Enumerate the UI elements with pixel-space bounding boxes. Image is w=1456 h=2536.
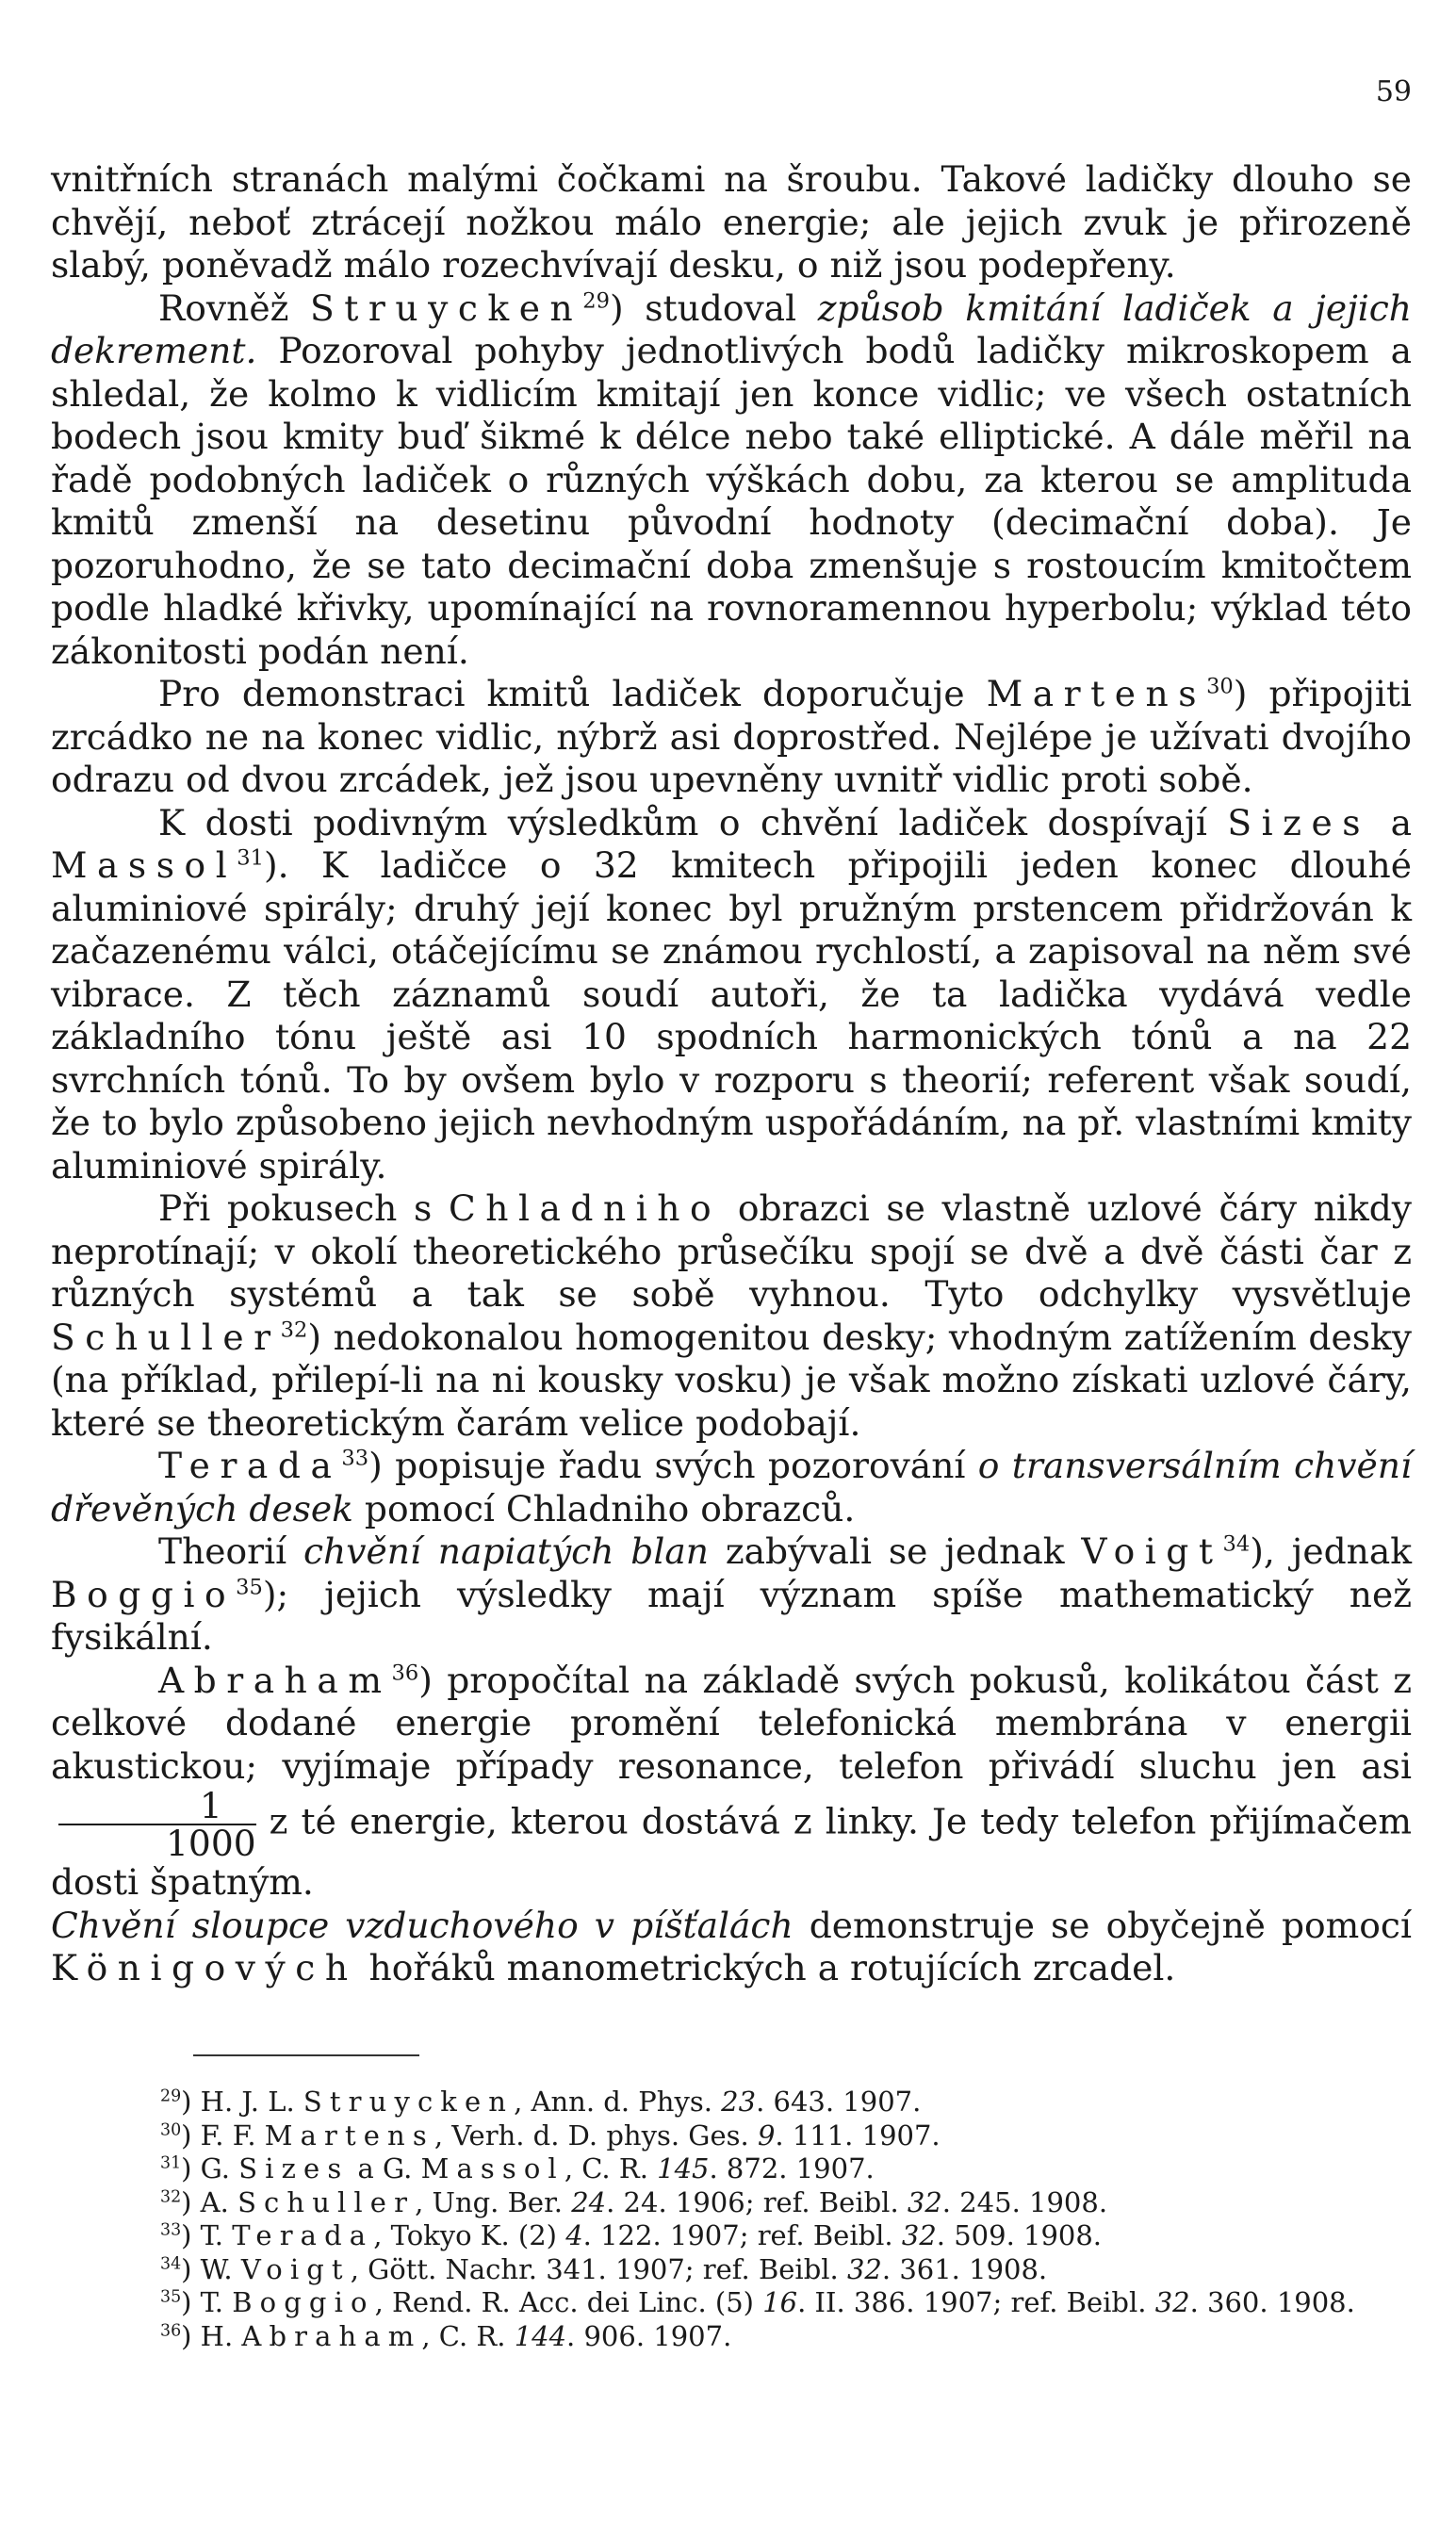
text: ). K ladičce o 32 kmitech připojili jeden konec dlouhé aluminiové spirály; druhý její konec byl pružným prstencem přidržován k začazenému válci, otáčejícímu se známou rychlostí, a zapisoval na něm své vibrace. Z těch záznamů soudí autoři, že ta ladička vydává vedle základního tónu ještě asi 10 spodních harmonických tónů a na 22 svrchních tónů. To by ovšem bylo v rozporu s theorií; referent však soudí, že to bylo způsobeno jejich nevhodným uspořádáním, na př. vlastními kmity aluminiové spirály.	[51, 844, 1412, 1186]
volume: 145	[657, 2152, 710, 2184]
text: ) W.	[181, 2252, 241, 2285]
page-number: 59	[1375, 75, 1412, 108]
text: . 872. 1907.	[709, 2152, 875, 2184]
text: ) popisuje řadu svých pozorování	[368, 1445, 978, 1486]
text: , Ann. d. Phys.	[514, 2086, 722, 2118]
author-name: Schuller	[51, 1316, 281, 1358]
text: ) T.	[181, 2286, 233, 2318]
text: , Tokyo K. (2)	[373, 2219, 566, 2251]
paragraph-2	[51, 287, 1412, 674]
footnote-ref: 31	[237, 845, 264, 871]
text: pomocí Chladniho obrazců.	[352, 1487, 856, 1530]
footnote-ref: 32	[280, 1317, 308, 1342]
text: , Gött. Nachr. 341. 1907; ref. Beibl.	[350, 2252, 847, 2285]
text: Theorií	[158, 1530, 303, 1572]
text: ) připojiti zrcádko ne na konec vidlic, nýbrž asi doprostřed. Nejlépe je užívati dvojího odrazu od dvou zrcádek, jež jsou upevněny uvnitř vidlic proti sobě.	[51, 673, 1412, 800]
author-name: Terada	[232, 2219, 374, 2251]
author-name: Martens	[986, 673, 1207, 714]
text: ) H.	[181, 2319, 242, 2352]
author-name: Massol	[420, 2152, 564, 2184]
author-name: Massol	[51, 844, 237, 886]
footnote-number: 30	[160, 2119, 182, 2139]
text: . 245. 1908.	[941, 2185, 1108, 2218]
author-name: Voigt	[240, 2252, 351, 2285]
fraction	[58, 1785, 256, 1864]
text: Rovněž	[158, 286, 310, 329]
footnote-number: 31	[160, 2153, 182, 2173]
footnote-ref: 29	[582, 287, 610, 313]
text: ), jednak	[1250, 1530, 1412, 1572]
footnotes	[160, 2086, 1404, 2353]
text: z té energie, kterou dostává z linky. Je tedy telefon přijímačem dosti špatným.	[51, 1800, 1412, 1903]
author-name: Struycken	[303, 2086, 515, 2118]
text: ) F. F.	[181, 2119, 265, 2152]
text: ) nedokonalou homogenitou desky; vhodným zatížením desky (na příklad, přilepí-li na ni kousky vosku) je však možno získati uzlové čáry, které se theoretickým čarám velice podobají.	[51, 1316, 1412, 1444]
author-name: Sizes	[1227, 801, 1371, 843]
paragraph-4	[51, 802, 1412, 1188]
footnote-36	[160, 2320, 1404, 2354]
volume: 32	[907, 2185, 942, 2218]
author-name: Sizes	[238, 2152, 350, 2184]
footnote-ref: 35	[236, 1574, 263, 1599]
paragraph-9	[51, 1905, 1412, 1990]
volume: 32	[901, 2219, 937, 2251]
author-name: Boggio	[51, 1573, 237, 1615]
author-name: Abraham	[158, 1659, 392, 1701]
footnote-number: 29	[160, 2086, 182, 2106]
body-text	[51, 158, 1412, 1990]
volume: 24	[571, 2185, 607, 2218]
text: . II. 386. 1907; ref. Beibl.	[797, 2286, 1155, 2318]
italic-phrase: způsob kmitání ladiček a jejich dekrement.	[51, 286, 1412, 371]
volume: 144	[514, 2319, 567, 2352]
text: Pozoroval pohyby jednotlivých bodů ladičky mikroskopem a shledal, že kolmo k vidlicím kmitají jen konce vidlic; ve všech ostatních bodech jsou kmity buď šikmé k délce nebo také elliptické. A dále měřil na řadě podobných ladiček o různých výškách dobu, za kterou se amplituda kmitů zmenší na desetinu původní hodnoty (decimační doba). Je pozoruhodno, že se tato decimační doba zmenšuje s rostoucím kmitočtem podle hladké křivky, upomínající na rovnoramennou hyperbolu; výklad této zákonitosti podán není.	[51, 330, 1412, 672]
text: , Rend. R. Acc. dei Linc. (5)	[374, 2286, 763, 2318]
fraction-numerator: 1	[58, 1788, 256, 1825]
text: hořáků manometrických a rotujících zrcadel.	[357, 1947, 1176, 1988]
footnote-number: 35	[160, 2287, 182, 2307]
text: ) A.	[181, 2185, 238, 2218]
volume: 23	[721, 2086, 757, 2118]
text: . 111. 1907.	[775, 2119, 941, 2152]
text: , C. R.	[564, 2152, 658, 2184]
volume: 9	[757, 2119, 776, 2152]
author-name: Struycken	[309, 286, 583, 329]
text: . 906. 1907.	[566, 2319, 732, 2352]
text: ) propočítal na základě svých pokusů, kolikátou část z celkové dodané energie promění telefonická membrána v energii akustickou; vyjímaje případy resonance, telefon přivádí sluchu jen asi	[51, 1659, 1412, 1787]
text: . 361. 1908.	[881, 2252, 1048, 2285]
text: obrazci se vlastně uzlové čáry nikdy neprotínají; v okolí theoretického průsečíku spojí se dvě a dvě části čar z různých systémů a tak se sobě vyhnou. Tyto odchylky vysvětluje	[51, 1187, 1413, 1315]
text: . 360. 1908.	[1189, 2286, 1355, 2318]
text: a	[1370, 801, 1412, 843]
footnote-ref: 36	[391, 1660, 419, 1685]
footnote-separator	[193, 2054, 419, 2056]
text: ) studoval	[609, 286, 818, 329]
text: zabývali se jednak	[708, 1530, 1082, 1572]
text: ); jejich výsledky mají význam spíše mathematický než fysikální.	[51, 1573, 1412, 1658]
paragraph-6	[51, 1445, 1412, 1530]
footnote-35	[160, 2286, 1404, 2320]
paragraph-1	[51, 158, 1412, 287]
footnote-30	[160, 2119, 1404, 2153]
author-name: Boggio	[232, 2286, 375, 2318]
footnote-number: 34	[160, 2253, 182, 2273]
text: , Verh. d. D. phys. Ges.	[434, 2119, 758, 2152]
footnote-number: 36	[160, 2320, 182, 2340]
author-name: Martens	[264, 2119, 434, 2152]
author-name: Terada	[158, 1445, 342, 1486]
footnote-number: 32	[160, 2186, 182, 2206]
text: , Ung. Ber.	[415, 2185, 572, 2218]
author-name: Königových	[51, 1947, 358, 1988]
paragraph-1-text: vnitřních stranách malými čočkami na šroubu. Takové ladičky dlouho se chvějí, neboť ztrácejí nožkou málo energie; ale jejich zvuk je přirozeně slabý, poněvadž málo rozechvívají desku, o niž jsou podepřeny.	[51, 158, 1412, 286]
fraction-denominator: 1000	[166, 1823, 256, 1864]
paragraph-8	[51, 1660, 1412, 1905]
text: . 122. 1907; ref. Beibl.	[582, 2219, 902, 2251]
author-name: Schuller	[237, 2185, 416, 2218]
text: demonstruje se obyčejně pomocí	[793, 1904, 1412, 1946]
paragraph-3	[51, 673, 1412, 802]
footnote-ref: 30	[1206, 674, 1234, 699]
italic-phrase: Chvění sloupce vzduchového v píšťalách	[51, 1904, 793, 1946]
italic-phrase: o transversálním chvění dřevěných desek	[51, 1445, 1412, 1530]
text: ) G.	[181, 2152, 239, 2184]
footnote-ref: 33	[341, 1446, 369, 1471]
paragraph-7	[51, 1530, 1412, 1660]
volume: 32	[846, 2252, 882, 2285]
volume: 32	[1154, 2286, 1190, 2318]
italic-phrase: chvění napiatých blan	[303, 1530, 709, 1572]
text: K dosti podivným výsledkům o chvění ladiček dospívají	[158, 801, 1228, 843]
footnote-32	[160, 2186, 1404, 2220]
footnote-31	[160, 2152, 1404, 2186]
footnote-33	[160, 2219, 1404, 2253]
volume: 4	[565, 2219, 583, 2251]
text: Při pokusech s	[158, 1187, 449, 1229]
footnote-number: 33	[160, 2220, 182, 2240]
author-name: Abraham	[241, 2319, 422, 2352]
author-name: Chladniho	[448, 1187, 722, 1229]
footnote-ref: 34	[1222, 1531, 1251, 1557]
footnote-29	[160, 2086, 1404, 2119]
text: . 643. 1907.	[756, 2086, 922, 2118]
text: ) H. J. L.	[181, 2086, 303, 2118]
author-name: Voigt	[1081, 1530, 1223, 1572]
text: , C. R.	[421, 2319, 515, 2352]
text: a G.	[349, 2152, 421, 2184]
text: Pro demonstraci kmitů ladiček doporučuje	[158, 673, 987, 714]
volume: 16	[762, 2286, 798, 2318]
text: ) T.	[181, 2219, 233, 2251]
paragraph-5	[51, 1187, 1412, 1445]
footnote-34	[160, 2253, 1404, 2287]
text: . 24. 1906; ref. Beibl.	[606, 2185, 908, 2218]
text: . 509. 1908.	[936, 2219, 1103, 2251]
